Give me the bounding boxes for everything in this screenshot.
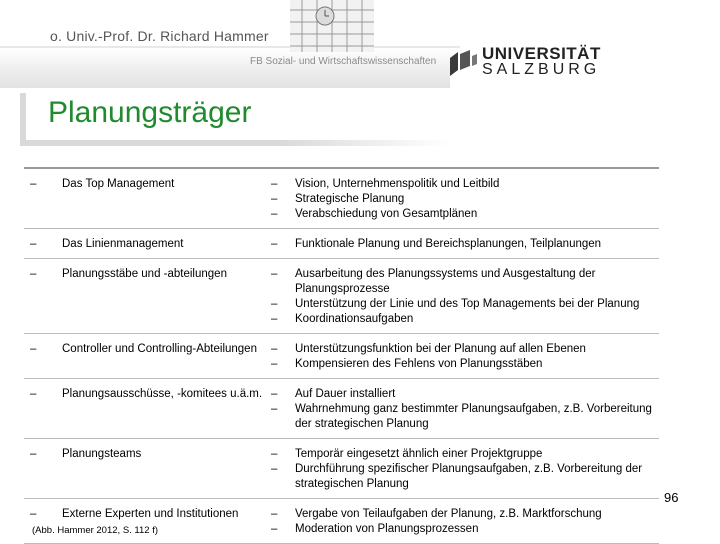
task-bullet: – xyxy=(271,343,278,355)
row-bullet: – xyxy=(24,168,60,229)
task-item xyxy=(271,402,657,432)
task-bullet: – xyxy=(271,268,278,280)
task-bullet: – xyxy=(271,193,278,205)
task-bullet: – xyxy=(271,208,278,220)
table-row xyxy=(24,379,659,439)
table-row xyxy=(24,229,659,259)
task-list xyxy=(269,334,659,379)
task-bullet: – xyxy=(271,508,278,520)
planning-bearers-table xyxy=(24,167,659,544)
task-bullet: – xyxy=(271,388,278,400)
task-item xyxy=(271,312,657,327)
clock-tower-image xyxy=(282,0,382,52)
planning-bearer-label: Planungsausschüsse, -komitees u.ä.m. xyxy=(60,379,269,439)
task-bullet: – xyxy=(271,403,278,415)
row-bullet: – xyxy=(24,499,60,544)
table-row xyxy=(24,168,659,229)
task-item xyxy=(271,342,657,357)
task-text: Ausarbeitung des Planungssystems und Ausgestaltung der Planungsprozesse xyxy=(295,268,596,295)
task-text: Funktionale Planung und Bereichsplanungen, Teilplanungen xyxy=(295,238,602,250)
title-underline xyxy=(20,140,450,146)
slide-title: Planungsträger xyxy=(48,96,252,129)
row-bullet: – xyxy=(24,379,60,439)
task-list xyxy=(269,168,659,229)
task-item xyxy=(271,192,657,207)
task-item xyxy=(271,267,657,297)
task-text: Unterstützungsfunktion bei der Planung auf allen Ebenen xyxy=(295,343,586,355)
task-list xyxy=(269,439,659,499)
row-bullet: – xyxy=(24,334,60,379)
task-list xyxy=(269,259,659,334)
task-item xyxy=(271,462,657,492)
task-item xyxy=(271,237,657,252)
task-text: Kompensieren des Fehlens von Planungsstäben xyxy=(295,358,543,370)
task-text: Durchführung spezifischer Planungsaufgaben, z.B. Vorbereitung der strategischen Planung xyxy=(295,463,643,490)
planning-bearer-label: Planungsstäbe und -abteilungen xyxy=(60,259,269,334)
task-bullet: – xyxy=(271,313,278,325)
faculty-name: FB Sozial- und Wirtschaftswissenschaften xyxy=(250,56,437,67)
logo-text-line2: SALZBURG xyxy=(482,61,601,78)
task-list xyxy=(269,229,659,259)
task-text: Wahrnehmung ganz bestimmter Planungsaufgaben, z.B. Vorbereitung der strategischen Planung xyxy=(295,403,652,430)
row-bullet: – xyxy=(24,229,60,259)
task-item xyxy=(271,447,657,462)
source-citation: (Abb. Hammer 2012, S. 112 f) xyxy=(32,525,159,536)
task-bullet: – xyxy=(271,238,278,250)
author-name: o. Univ.-Prof. Dr. Richard Hammer xyxy=(50,28,269,44)
task-item xyxy=(271,177,657,192)
planning-bearer-label: Planungsteams xyxy=(60,439,269,499)
table-row xyxy=(24,259,659,334)
task-item xyxy=(271,357,657,372)
task-item xyxy=(271,297,657,312)
task-text: Unterstützung der Linie und des Top Managements bei der Planung xyxy=(295,298,640,310)
title-accent-bar xyxy=(20,93,26,145)
task-bullet: – xyxy=(271,358,278,370)
task-text: Koordinationsaufgaben xyxy=(295,313,414,325)
task-text: Temporär eingesetzt ähnlich einer Projektgruppe xyxy=(295,448,543,460)
task-item xyxy=(271,507,657,522)
planning-bearer-label: Externe Experten und Institutionen xyxy=(60,499,269,544)
task-bullet: – xyxy=(271,178,278,190)
row-bullet: – xyxy=(24,439,60,499)
task-item xyxy=(271,387,657,402)
row-bullet: – xyxy=(24,259,60,334)
task-text: Vision, Unternehmenspolitik und Leitbild xyxy=(295,178,500,190)
header-band xyxy=(0,48,450,88)
task-list xyxy=(269,379,659,439)
task-bullet: – xyxy=(271,523,278,535)
task-bullet: – xyxy=(271,448,278,460)
university-logo xyxy=(448,44,601,80)
planning-bearer-label: Controller und Controlling-Abteilungen xyxy=(60,334,269,379)
task-item xyxy=(271,207,657,222)
university-emblem-icon xyxy=(448,48,478,78)
task-list xyxy=(269,499,659,544)
table-row xyxy=(24,334,659,379)
task-text: Auf Dauer installiert xyxy=(295,388,396,400)
task-text: Moderation von Planungsprozessen xyxy=(295,523,479,535)
planning-bearer-label: Das Linienmanagement xyxy=(60,229,269,259)
planning-bearer-label: Das Top Management xyxy=(60,168,269,229)
logo-text-line1: UNIVERSITÄT xyxy=(482,44,601,63)
table-row xyxy=(24,439,659,499)
task-text: Strategische Planung xyxy=(295,193,405,205)
task-text: Verabschiedung von Gesamtplänen xyxy=(295,208,478,220)
task-bullet: – xyxy=(271,463,278,475)
task-bullet: – xyxy=(271,298,278,310)
page-number: 96 xyxy=(664,490,679,505)
task-text: Vergabe von Teilaufgaben der Planung, z.B. Marktforschung xyxy=(295,508,602,520)
task-item xyxy=(271,522,657,537)
table-row xyxy=(24,499,659,544)
